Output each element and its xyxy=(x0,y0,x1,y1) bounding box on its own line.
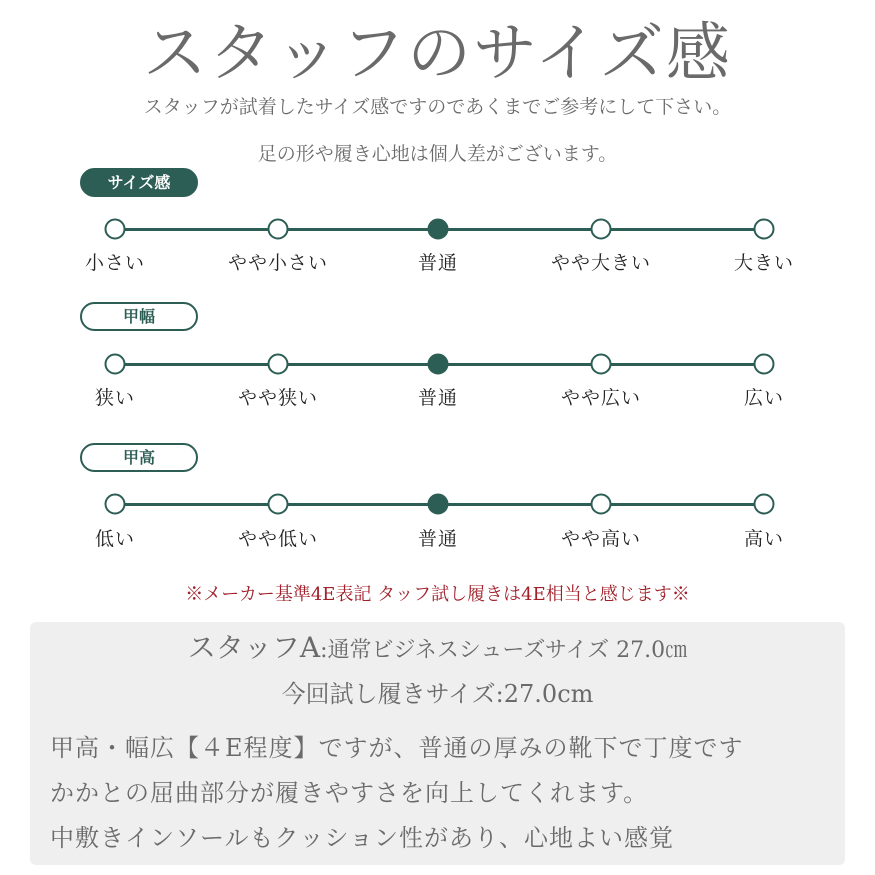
size-feel-option-label: 大きい xyxy=(733,252,795,274)
instep-width-option-label: やや狭い xyxy=(237,387,319,409)
instep-width-option-label: 普通 xyxy=(417,387,459,409)
staff-usual-size-label: :通常ビジネスシューズサイズ 27.0㎝ xyxy=(320,638,688,663)
size-feel-badge: サイズ感 xyxy=(80,168,198,197)
instep-height-option-label: 高い xyxy=(743,528,785,550)
instep-width-scale-point xyxy=(268,354,289,375)
comment-line-3: 中敷きインソールもクッション性があり、心地よい感覚 xyxy=(50,824,675,852)
instep-height-scale-point xyxy=(105,494,126,515)
size-feel-option-label: やや小さい xyxy=(227,252,329,274)
instep-width-option-label: 狭い xyxy=(94,387,136,409)
tried-size: 今回試し履きサイズ:27.0cm xyxy=(281,680,594,708)
instep-height-option-label: やや高い xyxy=(560,528,642,550)
instep-width-scale-point-selected xyxy=(428,354,449,375)
instep-height-scale-point xyxy=(268,494,289,515)
instep-height-scale-point xyxy=(591,494,612,515)
size-feel-scale-point xyxy=(105,219,126,240)
instep-width-option-label: 広い xyxy=(743,387,785,409)
staff-usual-size xyxy=(30,626,845,666)
instep-width-scale-point xyxy=(105,354,126,375)
size-feel-option-label: 小さい xyxy=(84,252,146,274)
instep-width-badge: 甲幅 xyxy=(80,302,198,331)
subtitle-line-1: スタッフが試着したサイズ感ですのであくまでご参考にして下さい。 xyxy=(143,96,732,118)
staff-name: スタッフA xyxy=(187,631,321,664)
size-feel-scale-point xyxy=(754,219,775,240)
instep-width-option-label: やや広い xyxy=(560,387,642,409)
size-feel-scale-point xyxy=(268,219,289,240)
instep-width-scale-point xyxy=(754,354,775,375)
instep-height-option-label: やや低い xyxy=(237,528,319,550)
subtitle-line-2: 足の形や履き心地は個人差がございます。 xyxy=(257,143,618,165)
width-note: ※メーカー基準4E表記 タッフ試し履きは4E相当と感じます※ xyxy=(185,584,690,605)
comment-line-1: 甲高・幅広【４E程度】ですが、普通の厚みの靴下で丁度です xyxy=(50,734,744,762)
instep-height-option-label: 普通 xyxy=(417,528,459,550)
comment-line-2: かかとの屈曲部分が履きやすさを向上してくれます。 xyxy=(50,779,649,807)
instep-height-badge: 甲高 xyxy=(80,443,198,472)
size-feel-option-label: やや大きい xyxy=(550,252,652,274)
page-title: スタッフのサイズ感 xyxy=(143,17,732,91)
instep-width-scale-point xyxy=(591,354,612,375)
size-feel-scale-point xyxy=(591,219,612,240)
instep-height-scale-point xyxy=(754,494,775,515)
size-feel-scale-point-selected xyxy=(428,219,449,240)
instep-height-option-label: 低い xyxy=(94,528,136,550)
instep-height-scale-point-selected xyxy=(428,494,449,515)
size-feel-option-label: 普通 xyxy=(417,252,459,274)
